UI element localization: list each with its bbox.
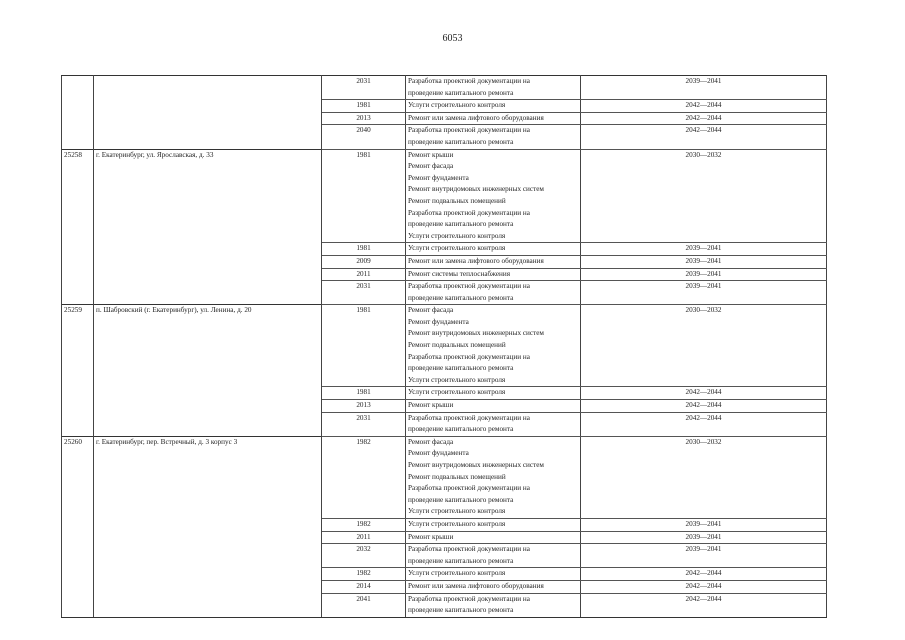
year-value: 1981 — [322, 100, 406, 113]
table-row — [62, 255, 827, 268]
work-item: Разработка проектной документации на — [408, 126, 530, 135]
planned-period: 2039—2041 — [581, 544, 827, 568]
object-number — [62, 400, 94, 413]
work-item: Ремонт подвальных помещений — [408, 472, 506, 481]
work-item: Ремонт внутридомовых инженерных систем — [408, 185, 544, 194]
object-number — [62, 568, 94, 581]
work-item: Услуги строительного контроля — [408, 231, 506, 240]
table-row — [62, 305, 827, 387]
work-item: проведение капитального ремонта — [408, 556, 514, 565]
work-types — [406, 149, 581, 243]
work-item: Ремонт фасада — [408, 306, 454, 315]
work-item: Ремонт крыши — [408, 150, 454, 159]
work-item: Услуги строительного контроля — [408, 375, 506, 384]
work-types — [406, 255, 581, 268]
object-address — [94, 100, 322, 113]
year-value: 1982 — [322, 436, 406, 518]
work-types — [406, 100, 581, 113]
year-value: 1981 — [322, 387, 406, 400]
planned-period: 2039—2041 — [581, 243, 827, 256]
planned-period: 2042—2044 — [581, 412, 827, 436]
work-types — [406, 531, 581, 544]
work-item: Ремонт крыши — [408, 532, 454, 541]
planned-period: 2042—2044 — [581, 568, 827, 581]
work-types — [406, 400, 581, 413]
work-item: Ремонт или замена лифтового оборудования — [408, 581, 544, 590]
object-address — [94, 400, 322, 413]
work-item: проведение капитального ремонта — [408, 606, 514, 615]
work-item: Ремонт крыши — [408, 401, 454, 410]
planned-period: 2039—2041 — [581, 255, 827, 268]
work-item: Ремонт или замена лифтового оборудования — [408, 256, 544, 265]
table-row — [62, 531, 827, 544]
work-item: Ремонт фундамента — [408, 173, 469, 182]
table-row — [62, 100, 827, 113]
object-number — [62, 387, 94, 400]
year-value: 2040 — [322, 125, 406, 149]
work-types — [406, 281, 581, 305]
work-types — [406, 544, 581, 568]
work-item: Ремонт фундамента — [408, 317, 469, 326]
year-value: 2011 — [322, 531, 406, 544]
planned-period: 2039—2041 — [581, 281, 827, 305]
object-address — [94, 593, 322, 617]
planned-period: 2042—2044 — [581, 580, 827, 593]
table-body — [62, 76, 827, 618]
work-item: Ремонт фасада — [408, 162, 454, 171]
table-row — [62, 593, 827, 617]
planned-period: 2042—2044 — [581, 593, 827, 617]
work-item: проведение капитального ремонта — [408, 364, 514, 373]
work-types — [406, 568, 581, 581]
year-value: 2032 — [322, 544, 406, 568]
object-address — [94, 255, 322, 268]
work-item: Разработка проектной документации на — [408, 545, 530, 554]
work-types — [406, 436, 581, 518]
work-types — [406, 243, 581, 256]
table-row — [62, 243, 827, 256]
work-item: проведение капитального ремонта — [408, 293, 514, 302]
year-value: 2014 — [322, 580, 406, 593]
planned-period: 2039—2041 — [581, 518, 827, 531]
object-number — [62, 580, 94, 593]
work-item: Услуги строительного контроля — [408, 244, 506, 253]
work-item: Ремонт подвальных помещений — [408, 341, 506, 350]
year-value: 1982 — [322, 568, 406, 581]
work-item: Услуги строительного контроля — [408, 569, 506, 578]
work-types — [406, 305, 581, 387]
year-value: 2031 — [322, 281, 406, 305]
object-address — [94, 580, 322, 593]
planned-period: 2039—2041 — [581, 268, 827, 281]
work-item: Услуги строительного контроля — [408, 388, 506, 397]
planned-period: 2030—2032 — [581, 305, 827, 387]
object-number — [62, 125, 94, 149]
work-types — [406, 125, 581, 149]
object-number — [62, 531, 94, 544]
table-row — [62, 436, 827, 518]
object-address — [94, 125, 322, 149]
year-value: 2031 — [322, 76, 406, 100]
object-number: 25259 — [62, 305, 94, 387]
table-row — [62, 568, 827, 581]
repair-schedule-table — [61, 75, 827, 618]
table-row — [62, 400, 827, 413]
object-number — [62, 100, 94, 113]
work-item: проведение капитального ремонта — [408, 88, 514, 97]
object-address — [94, 412, 322, 436]
object-address — [94, 281, 322, 305]
planned-period: 2042—2044 — [581, 112, 827, 125]
work-types — [406, 268, 581, 281]
work-types — [406, 412, 581, 436]
work-item: проведение капитального ремонта — [408, 495, 514, 504]
work-types — [406, 387, 581, 400]
planned-period: 2042—2044 — [581, 100, 827, 113]
planned-period: 2039—2041 — [581, 531, 827, 544]
object-address — [94, 268, 322, 281]
work-item: Ремонт или замена лифтового оборудования — [408, 113, 544, 122]
work-item: Разработка проектной документации на — [408, 413, 530, 422]
work-types — [406, 112, 581, 125]
object-address: г. Екатеринбург, пер. Встречный, д. 3 корпус 3 — [94, 436, 322, 518]
object-address — [94, 112, 322, 125]
work-item: Разработка проектной документации на — [408, 282, 530, 291]
work-item: Ремонт подвальных помещений — [408, 196, 506, 205]
object-address: п. Шабровский (г. Екатеринбург), ул. Ленина, д. 20 — [94, 305, 322, 387]
work-item: проведение капитального ремонта — [408, 220, 514, 229]
work-item: Разработка проектной документации на — [408, 77, 530, 85]
object-number — [62, 412, 94, 436]
page-number: 6053 — [442, 33, 463, 44]
year-value: 2031 — [322, 412, 406, 436]
year-value: 2009 — [322, 255, 406, 268]
work-item: Ремонт фундамента — [408, 449, 469, 458]
year-value: 2041 — [322, 593, 406, 617]
work-types — [406, 580, 581, 593]
object-address — [94, 387, 322, 400]
planned-period: 2042—2044 — [581, 400, 827, 413]
object-number — [62, 281, 94, 305]
work-item: проведение капитального ремонта — [408, 425, 514, 434]
object-address — [94, 518, 322, 531]
object-number — [62, 243, 94, 256]
year-value: 2013 — [322, 112, 406, 125]
table-row — [62, 149, 827, 243]
year-value: 2011 — [322, 268, 406, 281]
work-item: Ремонт внутридомовых инженерных систем — [408, 461, 544, 469]
work-item: Услуги строительного контроля — [408, 101, 506, 110]
object-address — [94, 531, 322, 544]
table-row — [62, 76, 827, 100]
year-value: 1981 — [322, 243, 406, 256]
work-item: Ремонт внутридомовых инженерных систем — [408, 329, 544, 338]
table-row — [62, 112, 827, 125]
table-row — [62, 580, 827, 593]
object-number: 25260 — [62, 436, 94, 518]
table-row — [62, 518, 827, 531]
object-number — [62, 268, 94, 281]
work-types — [406, 76, 581, 100]
object-number — [62, 112, 94, 125]
work-types — [406, 593, 581, 617]
object-number — [62, 518, 94, 531]
planned-period: 2042—2044 — [581, 387, 827, 400]
work-item: Разработка проектной документации на — [408, 594, 530, 603]
object-address — [94, 568, 322, 581]
table-row — [62, 268, 827, 281]
object-number — [62, 255, 94, 268]
planned-period: 2030—2032 — [581, 149, 827, 243]
object-address — [94, 544, 322, 568]
work-item: проведение капитального ремонта — [408, 137, 514, 146]
work-item: Разработка проектной документации на — [408, 484, 530, 493]
year-value: 1981 — [322, 305, 406, 387]
planned-period: 2039—2041 — [581, 76, 827, 100]
planned-period: 2042—2044 — [581, 125, 827, 149]
year-value: 2013 — [322, 400, 406, 413]
year-value: 1982 — [322, 518, 406, 531]
object-number — [62, 76, 94, 100]
table-row — [62, 544, 827, 568]
object-number: 25258 — [62, 149, 94, 243]
work-item: Ремонт фасада — [408, 437, 454, 446]
table-row — [62, 125, 827, 149]
object-address — [94, 76, 322, 100]
work-item: Разработка проектной документации на — [408, 208, 530, 217]
work-item: Услуги строительного контроля — [408, 507, 506, 516]
planned-period: 2030—2032 — [581, 436, 827, 518]
work-item: Разработка проектной документации на — [408, 352, 530, 361]
object-number — [62, 593, 94, 617]
object-address: г. Екатеринбург, ул. Ярославская, д. 33 — [94, 149, 322, 243]
work-item: Ремонт системы теплоснабжения — [408, 269, 511, 278]
work-item: Услуги строительного контроля — [408, 519, 506, 528]
work-types — [406, 518, 581, 531]
table-row — [62, 387, 827, 400]
object-address — [94, 243, 322, 256]
year-value: 1981 — [322, 149, 406, 243]
table-row — [62, 281, 827, 305]
table-row — [62, 412, 827, 436]
object-number — [62, 544, 94, 568]
